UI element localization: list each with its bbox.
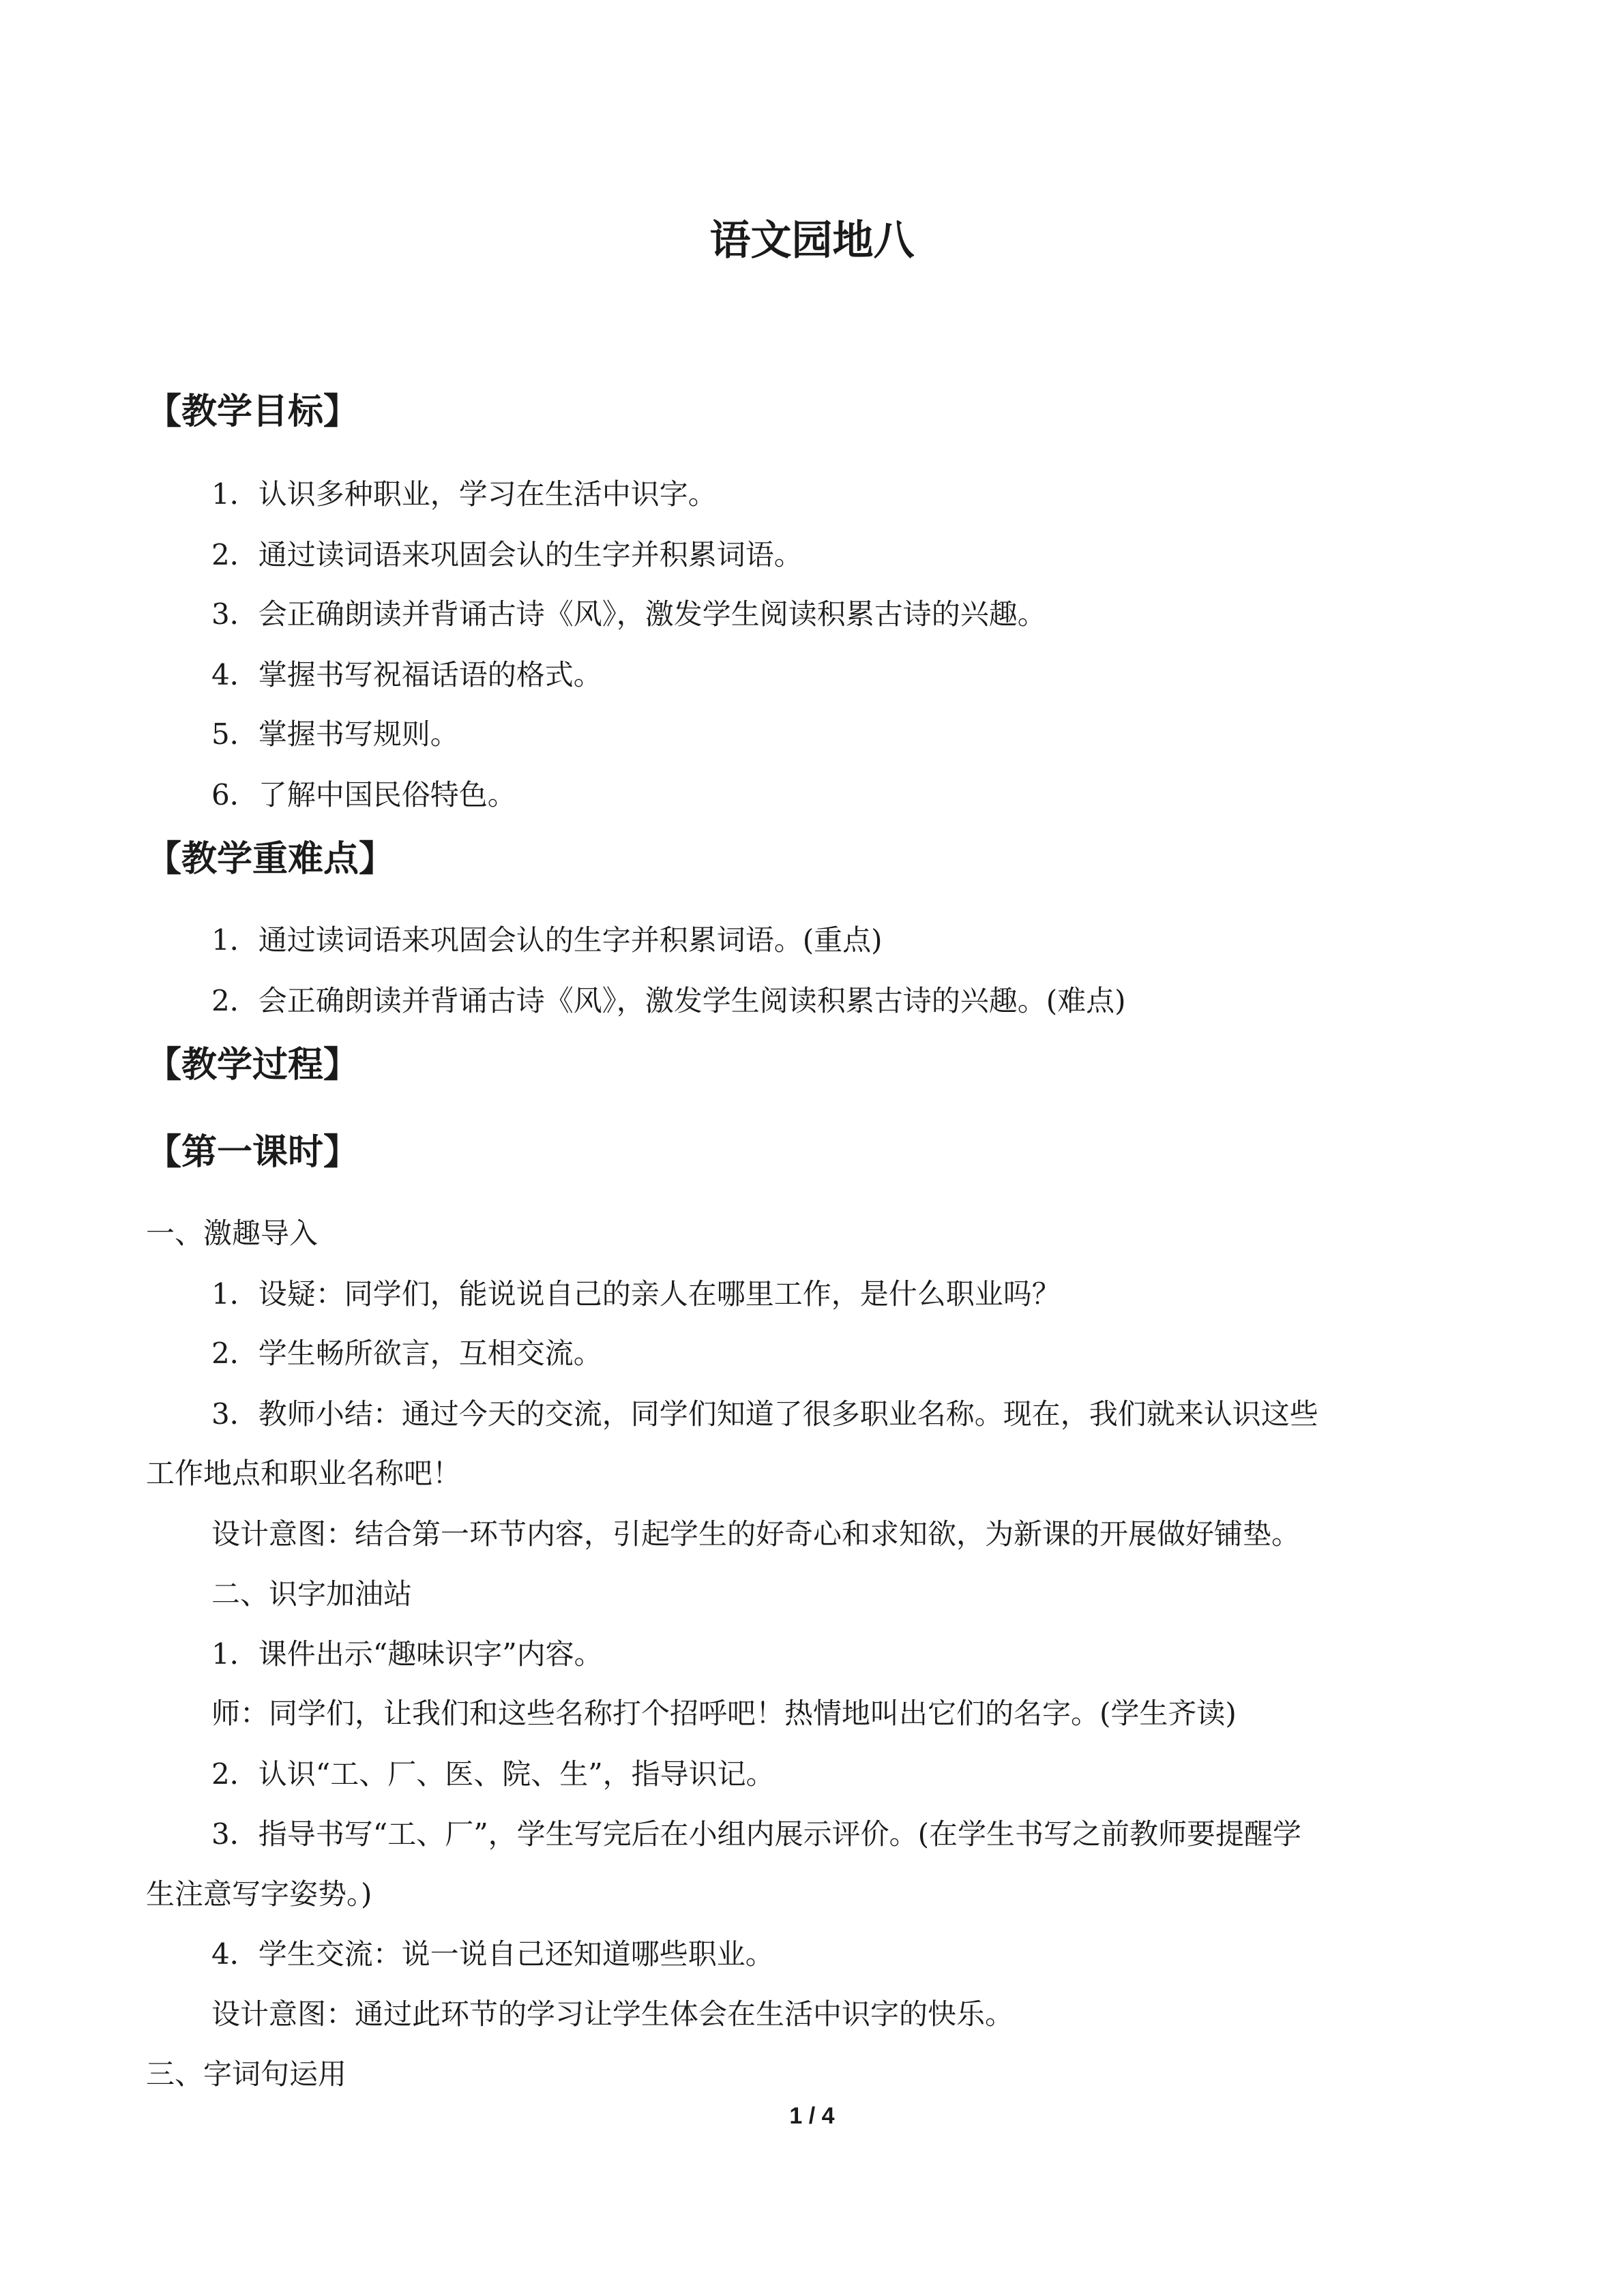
body-paragraph: 师：同学们，让我们和这些名称打个招呼吧！热情地叫出它们的名字。(学生齐读) bbox=[211, 1697, 1237, 1730]
keypoint-item: 2．会正确朗读并背诵古诗《风》，激发学生阅读积累古诗的兴趣。(难点) bbox=[211, 984, 1126, 1017]
keypoint-item: 1．通过读词语来巩固会认的生字并积累词语。(重点) bbox=[211, 923, 883, 957]
page-number: 1 / 4 bbox=[789, 2103, 835, 2129]
design-intent: 设计意图：通过此环节的学习让学生体会在生活中识字的快乐。 bbox=[211, 1997, 1014, 2031]
heading-teaching-process: 【教学过程】 bbox=[146, 1045, 359, 1086]
part1-title: 一、激趣导入 bbox=[146, 1217, 319, 1250]
heading-key-difficulties: 【教学重难点】 bbox=[146, 839, 395, 880]
goal-item: 6．了解中国民俗特色。 bbox=[211, 778, 516, 811]
part2-title: 二、识字加油站 bbox=[211, 1577, 413, 1611]
body-paragraph: 2．认识“工、厂、医、院、生”，指导识记。 bbox=[211, 1757, 775, 1791]
page-title: 语文园地八 bbox=[709, 217, 915, 265]
goal-item: 2．通过读词语来巩固会认的生字并积累词语。 bbox=[211, 538, 803, 571]
body-paragraph: 1．设疑：同学们，能说说自己的亲人在哪里工作，是什么职业吗？ bbox=[211, 1277, 1061, 1311]
heading-first-lesson: 【第一课时】 bbox=[146, 1132, 359, 1173]
body-paragraph-continuation: 工作地点和职业名称吧！ bbox=[146, 1457, 462, 1490]
goal-item: 4．掌握书写祝福话语的格式。 bbox=[211, 658, 602, 691]
goal-item: 3．会正确朗读并背诵古诗《风》，激发学生阅读积累古诗的兴趣。 bbox=[211, 597, 1046, 631]
body-paragraph: 2．学生畅所欲言，互相交流。 bbox=[211, 1337, 602, 1370]
part3-title: 三、字词句运用 bbox=[146, 2057, 347, 2091]
body-paragraph-continuation: 生注意写字姿势。) bbox=[146, 1877, 372, 1911]
body-paragraph: 3．教师小结：通过今天的交流，同学们知道了很多职业名称。现在，我们就来认识这些 bbox=[211, 1397, 1318, 1431]
body-paragraph: 3．指导书写“工、厂”，学生写完后在小组内展示评价。(在学生书写之前教师要提醒学 bbox=[211, 1817, 1302, 1851]
goal-item: 5．掌握书写规则。 bbox=[211, 717, 459, 751]
body-paragraph: 1．课件出示“趣味识字”内容。 bbox=[211, 1637, 603, 1671]
body-paragraph: 4．学生交流：说一说自己还知道哪些职业。 bbox=[211, 1937, 774, 1971]
heading-teaching-goals: 【教学目标】 bbox=[146, 391, 359, 432]
goal-item: 1．认识多种职业，学习在生活中识字。 bbox=[211, 477, 717, 511]
design-intent: 设计意图：结合第一环节内容，引起学生的好奇心和求知欲，为新课的开展做好铺垫。 bbox=[211, 1517, 1301, 1551]
